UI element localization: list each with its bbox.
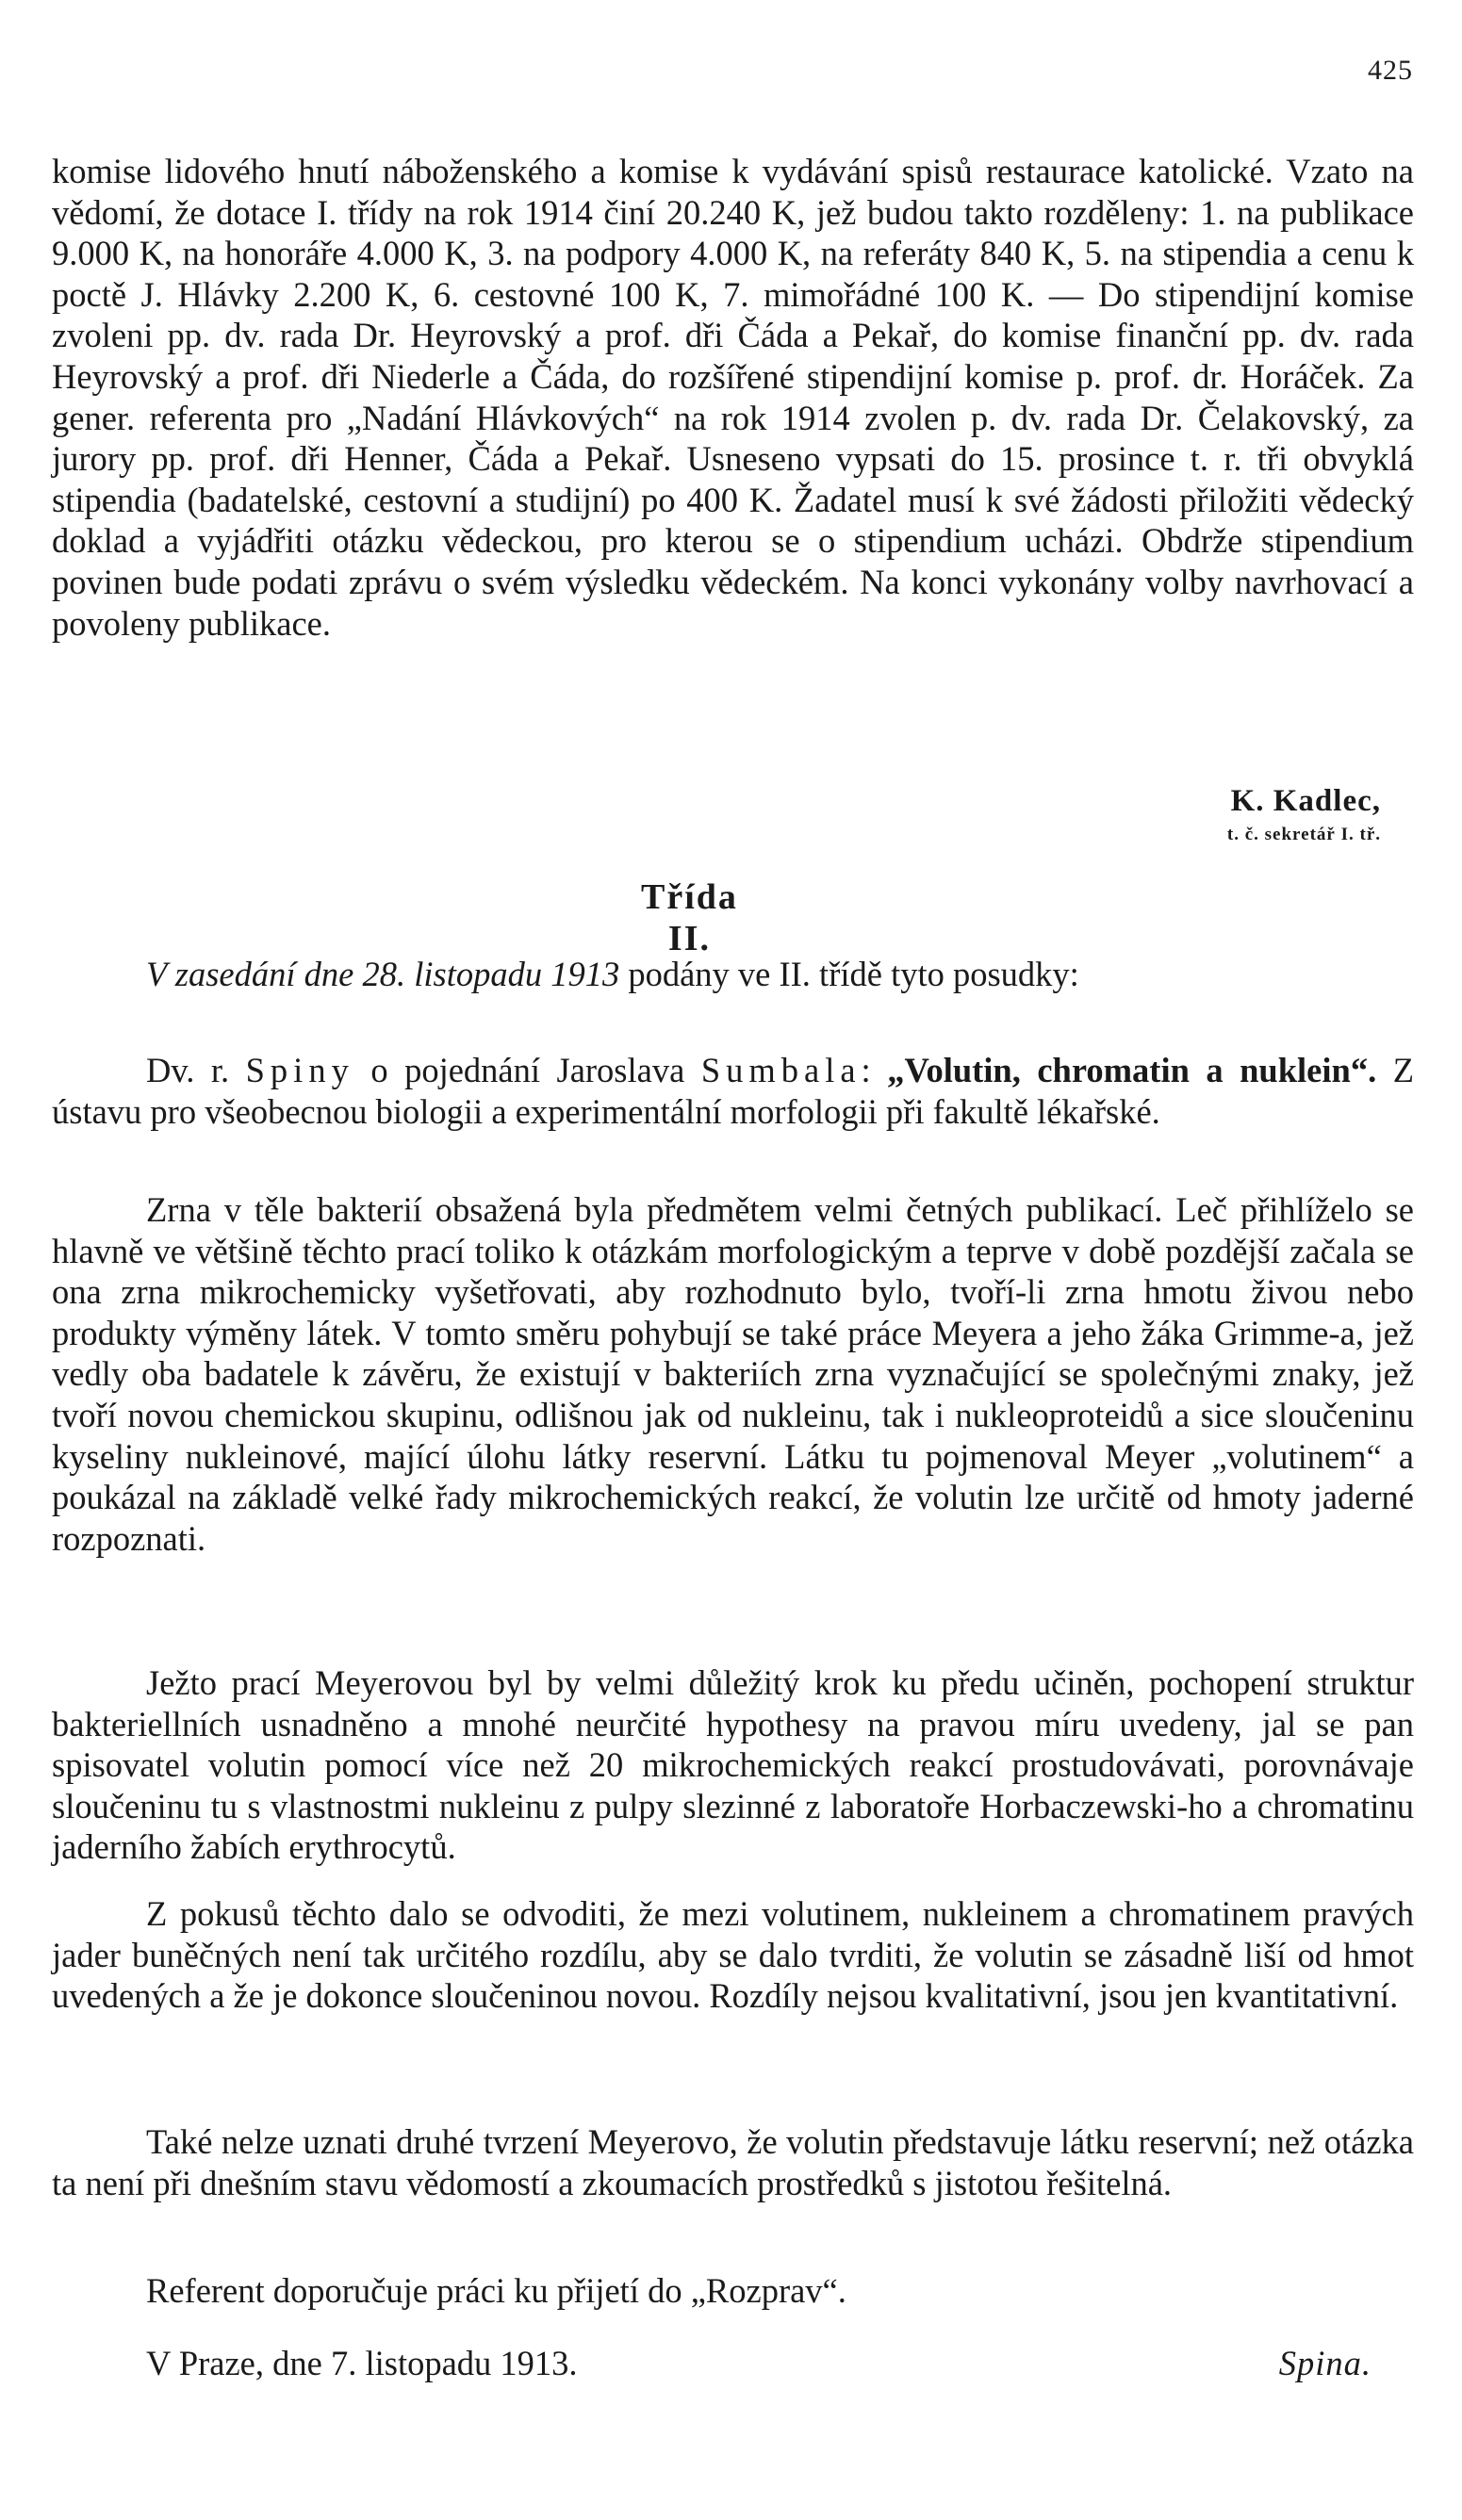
section-heading	[0, 876, 1462, 959]
section-heading-text: Třída II.	[641, 877, 738, 958]
review-middle: o pojednání Jaroslava	[353, 1051, 701, 1089]
session-intro	[52, 954, 1414, 995]
body-paragraph: Zrna v těle bakterií obsažená byla předmětem velmi četných publikací. Leč přihlíželo se hlavně ve většině těchto prací toliko k otázkám morfologickým a teprve v době pozdější začala se ona zrna mikrochemicky vyšetřovati, aby rozhodnuto bylo, tvoří-li zrna hmotu živou nebo produkty výměny látek. V tomto směru pohybují se také práce Meyera a jeho žáka Grimme-a, jež vedly oba badatele k závěru, že existují v bakteriích zrna vyznačující se společnými znaky, jež tvoří novou chemickou skupinu, odlišnou jak od nukleinu, tak i nukleoproteidů a sice sloučeninu kyseliny nukleinové, mající úlohu látky reservní. Látku tu pojmenoval Meyer „volutinem“ a poukázal na základě velké řady mikrochemických reakcí, že volutin lze určitě od hmoty jaderné rozpoznati.	[52, 1190, 1414, 1558]
author-name: Sumbala	[700, 1051, 862, 1089]
signer: Spina.	[1278, 2344, 1372, 2382]
review-colon: :	[861, 1051, 888, 1089]
session-rest: podány ve II. třídě tyto posudky:	[619, 955, 1079, 993]
signature-name: K. Kadlec,	[1230, 784, 1381, 818]
session-date: V zasedání dne 28. listopadu 1913	[146, 955, 620, 993]
work-title: „Volutin, chromatin a nuklein“.	[887, 1051, 1377, 1089]
page-number: 425	[1368, 55, 1413, 86]
review-title	[52, 1050, 1414, 1132]
reviewer-name: Spiny	[245, 1051, 354, 1089]
footer	[146, 2343, 1372, 2384]
review-prefix: Dv. r.	[146, 1051, 246, 1089]
body-paragraph: Také nelze uznati druhé tvrzení Meyerovo, že volutin představuje látku reservní; než otázka ta není při dnešním stavu vědomostí a zkoumacích prostředků s jistotou řešitelná.	[52, 2122, 1414, 2202]
recommendation: Referent doporučuje práci ku přijetí do „Rozprav“.	[146, 2271, 846, 2310]
body-paragraph: Ježto prací Meyerovou byl by velmi důležitý krok ku předu učiněn, pochopení struktur bakteriellních usnadněno a mnohé neurčité hypothesy na pravou míru uvedeny, jal se pan spisovatel volutin pomocí více než 20 mikrochemických reakcí prostudovávati, porovnávaje sloučeninu tu s vlastnostmi nukleinu z pulpy slezinné z laboratoře Horbaczewski-ho a chromatinu jaderního žabích erythrocytů.	[52, 1663, 1414, 1867]
signature-title: t. č. sekretář I. tř.	[1226, 825, 1381, 844]
review-rest: Z ústavu pro všeobecnou biologii a experimentální morfologii při fakultě lékařské.	[52, 1051, 1414, 1131]
top-paragraph: komise lidového hnutí náboženského a komise k vydávání spisů restaurace katolické. Vzato na vědomí, že dotace I. třídy na rok 1914 činí 20.240 K, jež budou takto rozděleny: 1. na publikace 9.000 K, na honoráře 4.000 K, 3. na podpory 4.000 K, na referáty 840 K, 5. na stipendia a cenu k poctě J. Hlávky 2.200 K, 6. cestovné 100 K, 7. mimořádné 100 K. — Do stipendijní komise zvoleni pp. dv. rada Dr. Heyrovský a prof. dři Čáda a Pekař, do komise finanční pp. dv. rada Heyrovský a prof. dři Niederle a Čáda, do rozšířené stipendijní komise p. prof. dr. Horáček. Za gener. referenta pro „Nadání Hlávkových“ na rok 1914 zvolen p. dv. rada Dr. Čelakovský, za jurory pp. prof. dři Henner, Čáda a Pekař. Usneseno vypsati do 15. prosince t. r. tři obvyklá stipendia (badatelské, cestovní a studijní) po 400 K. Žadatel musí k své žádosti přiložiti vědecký doklad a vyjádřiti otázku vědeckou, pro kterou se o stipendium ucházi. Obdrže stipendium povinen bude podati zprávu o svém výsledku vědeckém. Na konci vykonány volby navrhovací a povoleny publikace.	[52, 152, 1414, 643]
place-date: V Praze, dne 7. listopadu 1913.	[146, 2344, 578, 2382]
body-paragraph: Z pokusů těchto dalo se odvoditi, že mezi volutinem, nukleinem a chromatinem pravých jader buněčných není tak určitého rozdílu, aby se dalo tvrditi, že volutin se zásadně liší od hmot uvedených a že je dokonce sloučeninou novou. Rozdíly nejsou kvalitativní, jsou jen kvantitativní.	[52, 1894, 1414, 2016]
